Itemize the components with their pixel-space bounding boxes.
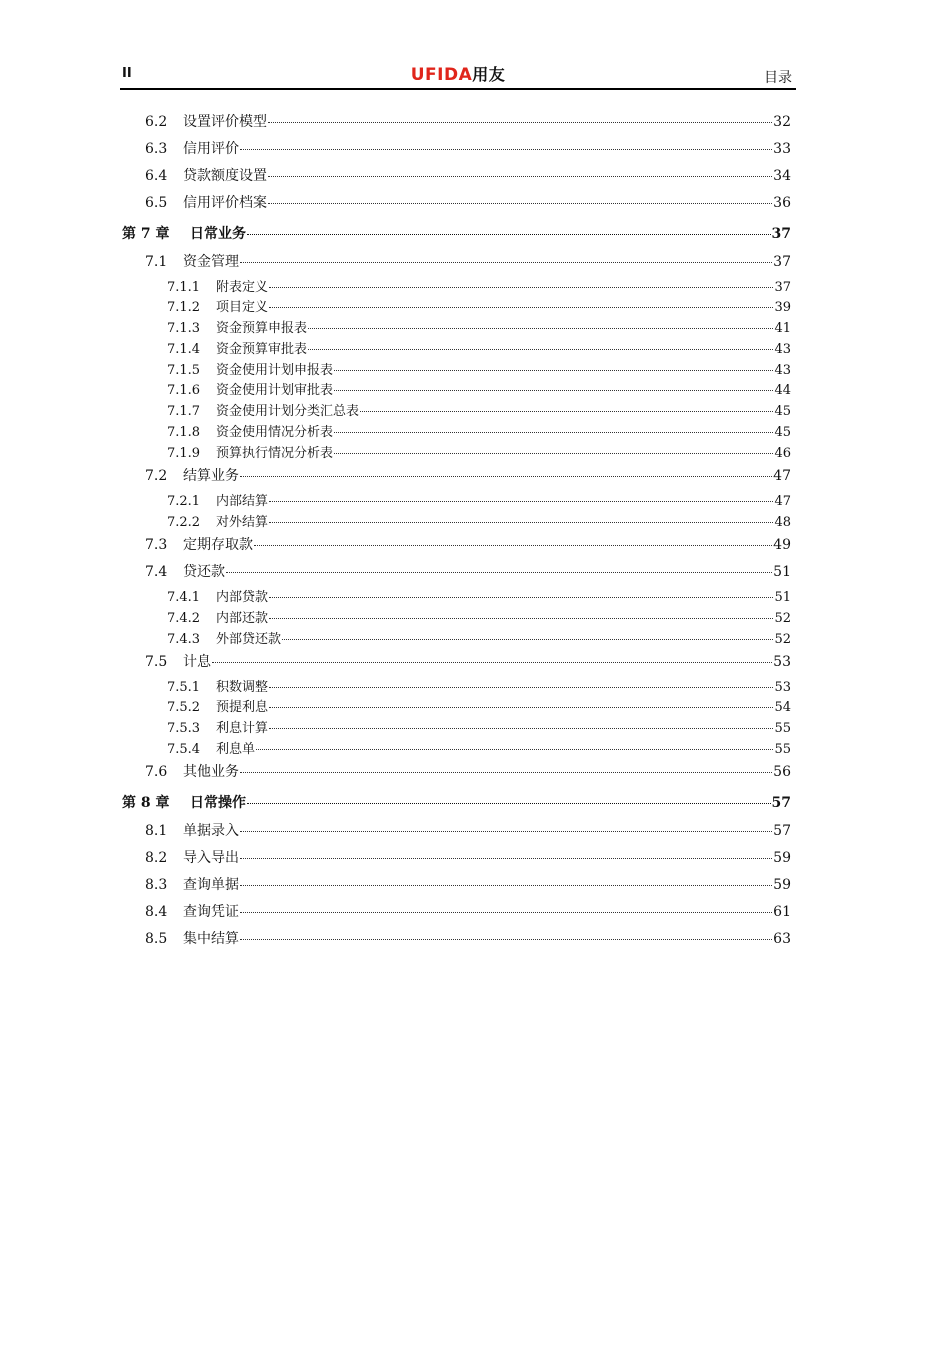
toc-number: 7.4 bbox=[145, 564, 168, 580]
toc-entry-8-4[interactable] bbox=[145, 901, 791, 921]
leader-dots bbox=[268, 176, 772, 177]
toc-title: 积数调整 bbox=[216, 680, 269, 695]
leader-dots bbox=[334, 432, 773, 433]
leader-dots bbox=[308, 349, 773, 350]
toc-number: 7.1.7 bbox=[167, 404, 201, 419]
toc-number: 第 8 章 bbox=[122, 795, 170, 811]
leader-dots bbox=[269, 707, 773, 708]
toc-number: 7.5.1 bbox=[167, 680, 201, 695]
toc-page: 52 bbox=[774, 611, 791, 626]
toc-number: 7.4.1 bbox=[167, 590, 201, 605]
toc-title: 资金使用计划申报表 bbox=[216, 363, 334, 378]
leader-dots bbox=[240, 939, 772, 940]
toc-entry-7-5-2[interactable] bbox=[167, 696, 791, 715]
toc-entry-7-6[interactable] bbox=[145, 761, 791, 781]
toc-page: 59 bbox=[773, 850, 791, 866]
toc-entry-7-1-7[interactable] bbox=[167, 400, 791, 419]
toc-entry-7-2-2[interactable] bbox=[167, 511, 791, 530]
toc-title: 日常业务 bbox=[190, 226, 246, 242]
toc-title: 查询单据 bbox=[183, 877, 239, 893]
leader-dots bbox=[269, 522, 773, 523]
toc-page: 33 bbox=[773, 141, 791, 157]
toc-title: 集中结算 bbox=[183, 931, 239, 947]
leader-dots bbox=[269, 307, 773, 308]
toc-page: 36 bbox=[773, 195, 791, 211]
toc-entry-7-4-1[interactable] bbox=[167, 586, 791, 605]
toc-page: 52 bbox=[774, 632, 791, 647]
leader-dots bbox=[308, 328, 773, 329]
leader-dots bbox=[269, 501, 773, 502]
toc-number: 7.2 bbox=[145, 468, 168, 484]
toc-title: 附表定义 bbox=[216, 280, 269, 295]
leader-dots bbox=[240, 858, 772, 859]
toc-number: 7.2.2 bbox=[167, 515, 201, 530]
toc-number: 7.1.1 bbox=[167, 280, 201, 295]
toc-page: 51 bbox=[774, 590, 791, 605]
toc-page: 53 bbox=[774, 680, 791, 695]
toc-title: 对外结算 bbox=[216, 515, 269, 530]
leader-dots bbox=[240, 831, 772, 832]
leader-dots bbox=[360, 411, 773, 412]
toc-entry-8-3[interactable] bbox=[145, 874, 791, 894]
logo-text-en: UFIDA bbox=[410, 65, 473, 85]
toc-title: 计息 bbox=[183, 654, 211, 670]
toc-number: 第 7 章 bbox=[122, 226, 170, 242]
toc-title: 信用评价档案 bbox=[183, 195, 267, 211]
toc-page: 47 bbox=[774, 494, 791, 509]
leader-dots bbox=[269, 687, 773, 688]
toc-entry-7-5-3[interactable] bbox=[167, 717, 791, 736]
toc-title: 利息计算 bbox=[216, 721, 269, 736]
toc-title: 内部结算 bbox=[216, 494, 269, 509]
toc-entry-7-4-3[interactable] bbox=[167, 628, 791, 647]
leader-dots bbox=[269, 597, 773, 598]
toc-entry-8-1[interactable] bbox=[145, 820, 791, 840]
toc-number: 7.2.1 bbox=[167, 494, 201, 509]
toc-page: 32 bbox=[773, 114, 791, 130]
toc-page: 63 bbox=[773, 931, 791, 947]
toc-number: 6.3 bbox=[145, 141, 168, 157]
leader-dots bbox=[240, 772, 772, 773]
leader-dots bbox=[269, 728, 773, 729]
toc-title: 单据录入 bbox=[183, 823, 239, 839]
leader-dots bbox=[226, 572, 772, 573]
toc-number: 7.1.5 bbox=[167, 363, 201, 378]
toc-number: 7.1.9 bbox=[167, 446, 201, 461]
toc-entry-7-4[interactable] bbox=[145, 561, 791, 581]
toc-title: 资金预算申报表 bbox=[216, 321, 308, 336]
toc-title: 导入导出 bbox=[183, 850, 239, 866]
toc-page: 57 bbox=[771, 795, 791, 811]
toc-entry-7-1-3[interactable] bbox=[167, 317, 791, 336]
toc-entry-7-1-4[interactable] bbox=[167, 338, 791, 357]
toc-entry-7-1-8[interactable] bbox=[167, 421, 791, 440]
toc-number: 7.4.3 bbox=[167, 632, 201, 647]
toc-entry-8-5[interactable] bbox=[145, 928, 791, 948]
toc-page: 34 bbox=[773, 168, 791, 184]
toc-number: 7.1.8 bbox=[167, 425, 201, 440]
toc-title: 项目定义 bbox=[216, 300, 269, 315]
toc-page: 44 bbox=[774, 383, 791, 398]
toc-title: 设置评价模型 bbox=[183, 114, 267, 130]
toc-title: 资金预算审批表 bbox=[216, 342, 308, 357]
toc-number: 7.6 bbox=[145, 764, 168, 780]
leader-dots bbox=[240, 262, 772, 263]
toc-entry-7-1-9[interactable] bbox=[167, 442, 791, 461]
leader-dots bbox=[240, 912, 772, 913]
leader-dots bbox=[268, 203, 772, 204]
toc-chapter-8[interactable] bbox=[122, 792, 791, 812]
toc-entry-7-5-4[interactable] bbox=[167, 738, 791, 757]
toc-page: 55 bbox=[774, 721, 791, 736]
toc-title: 预提利息 bbox=[216, 700, 269, 715]
toc-title: 资金使用情况分析表 bbox=[216, 425, 334, 440]
toc-entry-6-5[interactable] bbox=[145, 192, 791, 212]
toc-title: 利息单 bbox=[216, 742, 256, 757]
toc-title: 内部贷款 bbox=[216, 590, 269, 605]
toc-number: 7.5.2 bbox=[167, 700, 201, 715]
toc-page: 54 bbox=[774, 700, 791, 715]
toc-page: 56 bbox=[773, 764, 791, 780]
toc-number: 6.5 bbox=[145, 195, 168, 211]
leader-dots bbox=[254, 545, 772, 546]
leader-dots bbox=[269, 287, 773, 288]
toc-number: 8.4 bbox=[145, 904, 168, 920]
toc-number: 7.1.3 bbox=[167, 321, 201, 336]
toc-title: 查询凭证 bbox=[183, 904, 239, 920]
toc-number: 7.5.4 bbox=[167, 742, 201, 757]
toc-title: 结算业务 bbox=[183, 468, 239, 484]
toc-page: 47 bbox=[773, 468, 791, 484]
toc-entry-7-5-1[interactable] bbox=[167, 676, 791, 695]
toc-entry-7-3[interactable] bbox=[145, 534, 791, 554]
leader-dots bbox=[240, 149, 772, 150]
leader-dots bbox=[212, 662, 772, 663]
toc-page: 46 bbox=[774, 446, 791, 461]
leader-dots bbox=[282, 639, 773, 640]
toc-title: 资金管理 bbox=[183, 254, 239, 270]
toc-number: 8.3 bbox=[145, 877, 168, 893]
toc-number: 7.1 bbox=[145, 254, 168, 270]
toc-title: 其他业务 bbox=[183, 764, 239, 780]
toc-page: 51 bbox=[773, 564, 791, 580]
leader-dots bbox=[256, 749, 773, 750]
leader-dots bbox=[334, 390, 773, 391]
toc-page: 43 bbox=[774, 342, 791, 357]
toc-number: 6.2 bbox=[145, 114, 168, 130]
toc-chapter-7[interactable] bbox=[122, 223, 791, 243]
toc-entry-7-1-6[interactable] bbox=[167, 379, 791, 398]
toc-page: 45 bbox=[774, 425, 791, 440]
toc-title: 资金使用计划分类汇总表 bbox=[216, 404, 360, 419]
leader-dots bbox=[247, 234, 771, 235]
toc-number: 7.5.3 bbox=[167, 721, 201, 736]
toc-page: 43 bbox=[774, 363, 791, 378]
toc-number: 7.1.2 bbox=[167, 300, 201, 315]
toc-number: 8.2 bbox=[145, 850, 168, 866]
leader-dots bbox=[268, 122, 772, 123]
toc-number: 7.3 bbox=[145, 537, 168, 553]
leader-dots bbox=[240, 476, 772, 477]
toc-title: 定期存取款 bbox=[183, 537, 253, 553]
toc-page: 53 bbox=[773, 654, 791, 670]
toc-number: 7.5 bbox=[145, 654, 168, 670]
toc-entry-7-1-2[interactable] bbox=[167, 296, 791, 315]
toc-number: 7.1.4 bbox=[167, 342, 201, 357]
leader-dots bbox=[240, 885, 772, 886]
toc-page: 41 bbox=[774, 321, 791, 336]
toc-number: 6.4 bbox=[145, 168, 168, 184]
toc-number: 7.4.2 bbox=[167, 611, 201, 626]
leader-dots bbox=[247, 803, 771, 804]
toc-entry-7-5[interactable] bbox=[145, 651, 791, 671]
toc-title: 信用评价 bbox=[183, 141, 239, 157]
toc-entry-7-1-5[interactable] bbox=[167, 359, 791, 378]
toc-title: 贷还款 bbox=[183, 564, 225, 580]
toc-page: 55 bbox=[774, 742, 791, 757]
toc-page: 59 bbox=[773, 877, 791, 893]
toc-number: 7.1.6 bbox=[167, 383, 201, 398]
leader-dots bbox=[334, 370, 773, 371]
toc-number: 8.5 bbox=[145, 931, 168, 947]
toc-page: 48 bbox=[774, 515, 791, 530]
toc-entry-7-4-2[interactable] bbox=[167, 607, 791, 626]
logo-text-cn: 用友 bbox=[472, 65, 506, 84]
toc-title: 资金使用计划审批表 bbox=[216, 383, 334, 398]
page-number: II bbox=[122, 66, 132, 81]
toc-page: 45 bbox=[774, 404, 791, 419]
toc-page: 37 bbox=[773, 254, 791, 270]
toc-entry-8-2[interactable] bbox=[145, 847, 791, 867]
leader-dots bbox=[269, 618, 773, 619]
toc-page: 37 bbox=[774, 280, 791, 295]
toc-title: 日常操作 bbox=[190, 795, 246, 811]
toc-entry-6-2[interactable] bbox=[145, 111, 791, 131]
section-title: 目录 bbox=[764, 70, 792, 86]
toc-entry-7-2[interactable] bbox=[145, 465, 791, 485]
toc-entry-6-3[interactable] bbox=[145, 138, 791, 158]
toc-title: 贷款额度设置 bbox=[183, 168, 267, 184]
toc-entry-7-2-1[interactable] bbox=[167, 490, 791, 509]
toc-page: 39 bbox=[774, 300, 791, 315]
toc-page: 57 bbox=[773, 823, 791, 839]
toc-entry-7-1[interactable] bbox=[145, 251, 791, 271]
toc-title: 预算执行情况分析表 bbox=[216, 446, 334, 461]
toc-title: 内部还款 bbox=[216, 611, 269, 626]
toc-entry-6-4[interactable] bbox=[145, 165, 791, 185]
leader-dots bbox=[334, 453, 773, 454]
toc-title: 外部贷还款 bbox=[216, 632, 282, 647]
toc-entry-7-1-1[interactable] bbox=[167, 276, 791, 295]
toc-number: 8.1 bbox=[145, 823, 168, 839]
toc-page: 37 bbox=[771, 226, 791, 242]
toc-page: 61 bbox=[773, 904, 791, 920]
toc-page: 49 bbox=[773, 537, 791, 553]
